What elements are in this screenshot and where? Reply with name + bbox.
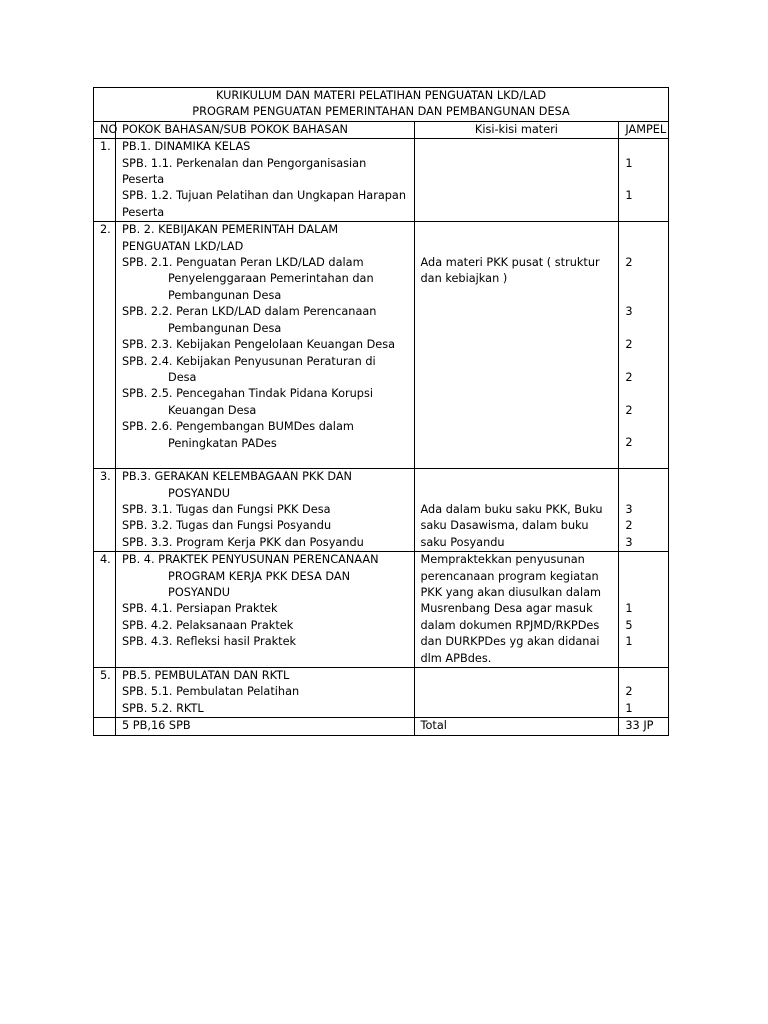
- sub-pokok-bahasan: SPB. 4.1. Persiapan Praktek: [122, 602, 278, 616]
- jampel-cell: [619, 139, 669, 222]
- row-number: 2.: [94, 222, 116, 469]
- row-number: 5.: [94, 668, 116, 718]
- kisi-kisi-cell: [414, 139, 619, 222]
- jampel-value: 2: [625, 370, 633, 384]
- sub-pokok-bahasan: SPB. 3.2. Tugas dan Fungsi Posyandu: [122, 519, 332, 533]
- kisi-kisi-cell: Mempraktekkan penyusunan perencanaan program kegiatan PKK yang akan diusulkan dalam Musrenbang Desa agar masuk dalam dokumen RPJMD/RKPDes dan DURKPDes yg akan didanai dlm APBdes.: [414, 552, 619, 668]
- header-pokok-bahasan: POKOK BAHASAN/SUB POKOK BAHASAN: [116, 121, 414, 138]
- header-no: NO: [94, 121, 116, 138]
- jampel-value: 2: [625, 338, 633, 352]
- jampel-value: 2: [625, 519, 633, 533]
- pokok-bahasan-cell: [116, 139, 414, 222]
- sub-pokok-bahasan: SPB. 2.4. Kebijakan Penyusunan Peraturan di Desa: [122, 354, 376, 384]
- jampel-cell: [619, 469, 669, 552]
- jampel-cell: [619, 552, 669, 668]
- sub-pokok-bahasan: SPB. 5.1. Pembulatan Pelatihan: [122, 685, 300, 699]
- table-row: [94, 222, 669, 469]
- sub-pokok-bahasan: SPB. 2.1. Penguatan Peran LKD/LAD dalam Penyelenggaraan Pemerintahan dan Pembangunan Desa: [122, 256, 374, 302]
- title-row: [94, 88, 669, 122]
- total-value: 33 JP: [619, 718, 669, 735]
- pokok-bahasan: PB.3. GERAKAN KELEMBAGAAN PKK DAN POSYANDU: [122, 470, 352, 500]
- sub-pokok-bahasan: SPB. 3.3. Program Kerja PKK dan Posyandu: [122, 535, 364, 549]
- pokok-bahasan-cell: [116, 469, 414, 552]
- table-row: [94, 139, 669, 222]
- sub-pokok-bahasan: SPB. 3.1. Tugas dan Fungsi PKK Desa: [122, 503, 331, 517]
- jampel-cell: [619, 668, 669, 718]
- jampel-cell: [619, 222, 669, 469]
- jampel-value: 1: [625, 602, 633, 616]
- kisi-kisi-cell: [414, 222, 619, 469]
- header-row: [94, 121, 669, 138]
- pokok-bahasan: PB. 4. PRAKTEK PENYUSUNAN PERENCANAAN PROGRAM KERJA PKK DESA DAN POSYANDU: [122, 553, 379, 600]
- pokok-bahasan: PB.5. PEMBULATAN DAN RKTL: [122, 669, 290, 683]
- jampel-value: 2: [625, 403, 633, 417]
- row-number: 1.: [94, 139, 116, 222]
- jampel-value: 5: [625, 618, 633, 632]
- total-row: [94, 718, 669, 735]
- pokok-bahasan: PB. 2. KEBIJAKAN PEMERINTAH DALAM PENGUATAN LKD/LAD: [122, 223, 339, 253]
- total-summary: 5 PB,16 SPB: [116, 718, 414, 735]
- pokok-bahasan: PB.1. DINAMIKA KELAS: [122, 140, 251, 154]
- sub-pokok-bahasan: SPB. 2.5. Pencegahan Tindak Pidana Korupsi Keuangan Desa: [122, 387, 373, 417]
- jampel-value: 1: [625, 156, 633, 170]
- jampel-value: 3: [625, 535, 633, 549]
- jampel-value: 2: [625, 685, 633, 699]
- title-line-1: KURIKULUM DAN MATERI PELATIHAN PENGUATAN LKD/LAD: [215, 89, 547, 102]
- sub-pokok-bahasan: SPB. 2.2. Peran LKD/LAD dalam Perencanaan Pembangunan Desa: [122, 305, 377, 335]
- table-row: [94, 552, 669, 668]
- sub-pokok-bahasan: SPB. 1.2. Tujuan Pelatihan dan Ungkapan Harapan Peserta: [122, 189, 407, 219]
- jampel-value: 1: [625, 189, 633, 203]
- jampel-value: 1: [625, 635, 633, 649]
- sub-pokok-bahasan: SPB. 2.6. Pengembangan BUMDes dalam Peningkatan PADes: [122, 420, 354, 450]
- curriculum-table: [93, 87, 669, 736]
- sub-pokok-bahasan: SPB. 1.1. Perkenalan dan Pengorganisasian Peserta: [122, 156, 367, 187]
- sub-pokok-bahasan: SPB. 5.2. RKTL: [122, 701, 204, 715]
- kisi-kisi-text: Ada materi PKK pusat ( struktur dan kebiajkan ): [420, 256, 600, 286]
- jampel-value: 3: [625, 502, 633, 516]
- pokok-bahasan-cell: [116, 668, 414, 718]
- title-line-2: PROGRAM PENGUATAN PEMERINTAHAN DAN PEMBANGUNAN DESA: [192, 105, 570, 119]
- table-row: [94, 668, 669, 718]
- header-jampel: JAMPEL: [619, 121, 669, 138]
- pokok-bahasan-cell: [116, 222, 414, 469]
- total-empty-cell: [94, 718, 116, 735]
- jampel-value: 3: [625, 305, 633, 319]
- jampel-value: 1: [625, 701, 633, 715]
- sub-pokok-bahasan: SPB. 2.3. Kebijakan Pengelolaan Keuangan Desa: [122, 338, 396, 352]
- pokok-bahasan-cell: [116, 552, 414, 668]
- row-number: 3.: [94, 469, 116, 552]
- jampel-value: 2: [625, 256, 633, 270]
- table-row: [94, 469, 669, 552]
- table-title: [94, 88, 669, 122]
- sub-pokok-bahasan: SPB. 4.3. Refleksi hasil Praktek: [122, 635, 297, 649]
- total-label: Total: [414, 718, 619, 735]
- kisi-kisi-cell: [414, 469, 619, 552]
- kisi-kisi-cell: [414, 668, 619, 718]
- jampel-value: 2: [625, 436, 633, 450]
- sub-pokok-bahasan: SPB. 4.2. Pelaksanaan Praktek: [122, 618, 294, 632]
- header-kisi-kisi: Kisi-kisi materi: [414, 121, 619, 138]
- kisi-kisi-text: Ada dalam buku saku PKK, Buku saku Dasawisma, dalam buku saku Posyandu: [420, 502, 603, 549]
- row-number: 4.: [94, 552, 116, 668]
